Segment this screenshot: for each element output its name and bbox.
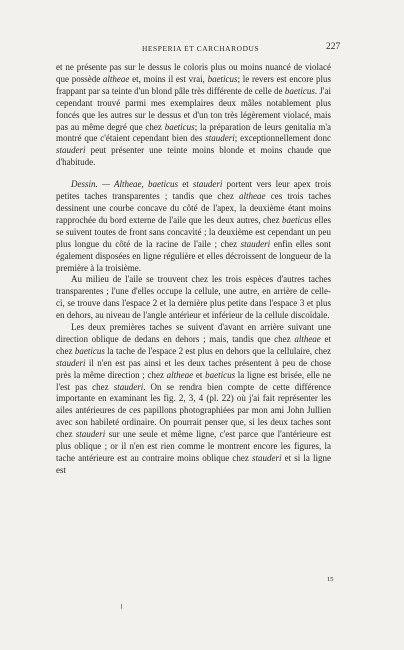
text-run: et si la ligne est [56, 453, 331, 475]
italic-species-name: stauderi [192, 179, 223, 190]
italic-species-name: stauderi [56, 357, 86, 368]
italic-species-name: baeticus [164, 121, 195, 132]
page-number: 227 [326, 42, 341, 52]
text-run: . On se rendra bien compte de cette différence importante en examinant les fig. 2, 3, 4 (pl. 22) où j'ai fait représenter les ailes antérieures de ces papillons photographiées par mon ami John Jullien avec son habileté ordinaire. On pourrait penser que, si les deux taches sont chez [56, 381, 331, 440]
italic-species-name: stauderi [75, 429, 106, 440]
italic-species-name: Dessin. — Altheae, baeticus [71, 179, 178, 190]
italic-species-name: altheae [239, 191, 266, 202]
text-run: sur une seule et même ligne, c'est parce que l'antérieure est plus oblique ; or il n'en est rien comme le montrent encore les figures, la tache antérieure est au contraire moins oblique chez [56, 429, 332, 463]
text-run: Les deux premières taches se suivent d'avant en arrière suivant une direction oblique de dedans en dehors ; mais, tandis que chez [56, 322, 331, 344]
italic-species-name: altheae [166, 369, 194, 380]
italic-species-name: baeticus [284, 85, 315, 96]
italic-species-name: stauderi [251, 453, 282, 463]
italic-species-name: baeticus [205, 369, 236, 380]
italic-species-name: baeticus [207, 73, 238, 84]
text-run: il n'en est pas ainsi et les deux taches présentent à peu de chose près la même direction ; chez [56, 357, 331, 380]
paper-fleck [121, 604, 122, 609]
text-run: portent vers leur apex trois petites taches transparentes ; tandis que chez [56, 179, 331, 202]
text-run: peut présenter une teinte moins blonde et moins chaude que d'habitude. [56, 145, 331, 168]
italic-species-name: baeticus [74, 345, 105, 356]
signature-mark: 15 [327, 576, 334, 583]
text-run: et, moins il est vrai, [129, 73, 208, 84]
text-run: et chez [56, 333, 332, 356]
paragraph-3 [56, 274, 331, 322]
text-run: ; le revers est encore plus frappant par sa teinte d'un blond pâle très différente de celle de [56, 73, 331, 96]
running-head-title: HESPERIA ET CARCHARODUS [142, 44, 260, 53]
italic-species-name: altheae [102, 73, 130, 84]
text-run: la tache de l'espace 2 est plus en dehors que la cellulaire, chez [104, 345, 331, 356]
paragraph-2-dessin [56, 179, 331, 274]
text-run: ; exceptionnellement donc [234, 133, 332, 144]
text-run: et [177, 179, 193, 190]
italic-species-name: stauderi [205, 133, 235, 144]
paragraph-4 [56, 322, 331, 477]
body-text [56, 62, 331, 477]
running-head [0, 44, 404, 58]
italic-species-name: baeticus [281, 214, 312, 225]
italic-species-name: altheae [294, 333, 321, 344]
text-run: elles se suivent toutes de front sans concavité ; la deuxième est cependant un peu plus longue du côté de la racine de l'aile ; chez [56, 214, 331, 249]
text-run: ces trois taches dessinent une courbe concave du côté de l'apex, la deuxième étant moins rapprochée du bord externe de l'aile que les deux autres, chez [56, 191, 331, 225]
text-run: Au milieu de l'aile se trouvent chez les trois espèces d'autres taches transparentes ; l'une d'elles occupe la cellule, une autre, en arrière de celle-ci, se trouve dans l'espace 2 et la dernière plus petite dans l'espace 3 et plus en dehors, au niveau de l'angle antérieur et inférieur de la cellule discoïdale. [56, 274, 331, 321]
italic-species-name: stauderi [56, 145, 86, 156]
text-run: enfin elles sont également disposées en ligne régulière et elles décroissent de longueur de la première à la troisième. [56, 238, 331, 273]
text-run: la ligne est brisée, elle ne l'est pas chez [56, 369, 332, 392]
paragraph-1 [56, 62, 331, 169]
text-run: et [193, 369, 206, 380]
text-run: ; la préparation de leurs genitalia m'a montré que c'étaient cependant bien des [56, 121, 331, 144]
text-run: et ne présente pas sur le dessus le coloris plus ou moins nuancé de violacé que possède [56, 62, 331, 84]
text-run: . J'ai cependant trouvé parmi mes exemplaires deux mâles notablement plus foncés que les autres sur le dessus et d'un ton très légèrement violacé, mais pas au même degré que chez [56, 85, 332, 132]
italic-species-name: stauderi [113, 381, 144, 392]
italic-species-name: stauderi [240, 238, 271, 249]
